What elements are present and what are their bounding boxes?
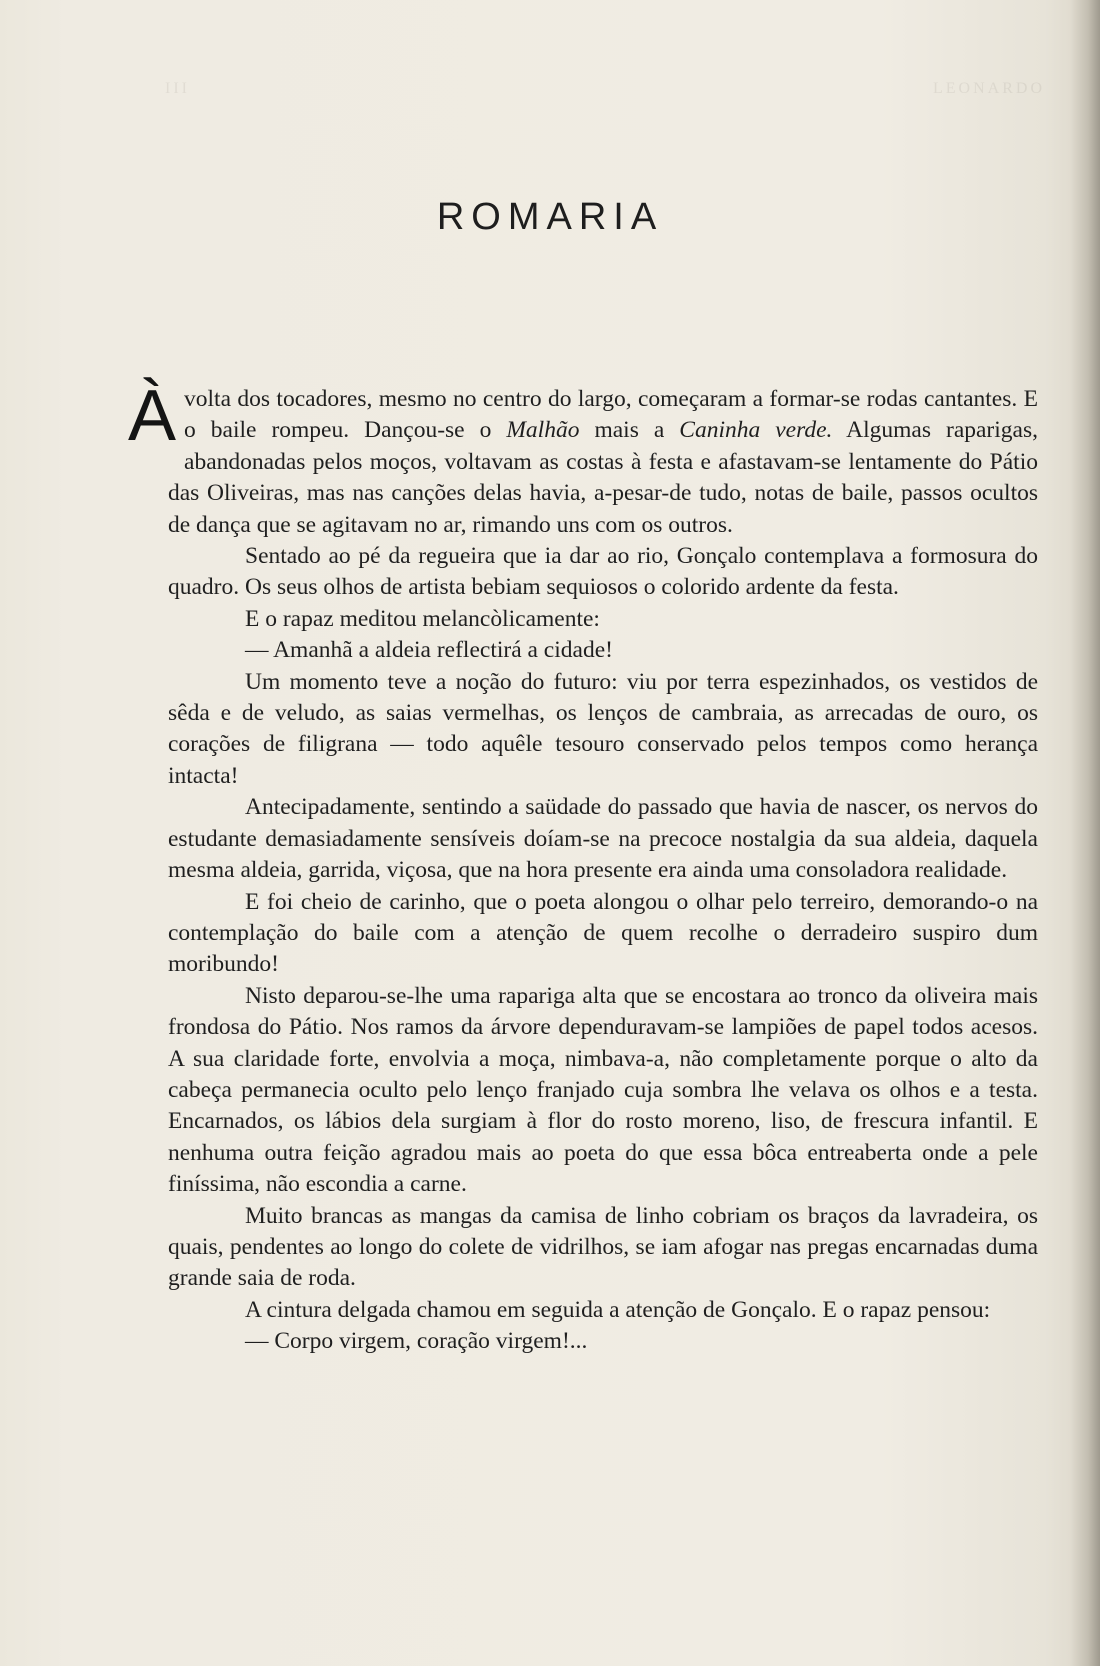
running-header [165,80,1045,98]
body-text [128,376,1038,1358]
paragraph: Sentado ao pé da regueira que ia dar ao rio, Gonçalo contemplava a formosura do quadro. Os seus olhos de artista bebiam sequiosos o colorido ardente da festa. [168,543,1038,601]
paragraph-text: mais a [579,417,680,444]
chapter-title: ROMARIA [436,196,664,238]
paragraph-text: volta dos tocadores, mesmo no centro do largo, começaram a formar-se rodas cantantes. E o baile rompeu. Dançou-se o [184,386,1038,444]
paragraph-text: Algumas raparigas, abandonadas pelos moços, voltavam as costas à festa e afastavam-se lentamente do Pátio das Oliveiras, mas nas canções delas havia, a-pesar-de tudo, notas de baile, passos ocultos de dança que se agitavam no ar, rimando uns com os outros. [168,417,1038,538]
dance-name: Malhão [506,417,580,444]
dialogue-line: — Amanhã a aldeia reflectirá a cidade! [245,637,613,664]
paragraph: Um momento teve a noção do futuro: viu por terra espezinhados, os vestidos de sêda e de veludo, as saias vermelhas, os lenços de cambraia, as arrecadas de ouro, os corações de filigrana — todo aquêle tesouro conservado pelos tempos como herança intacta! [168,668,1038,789]
running-header-left: III [165,80,190,97]
paragraph: A cintura delgada chamou em seguida a atenção de Gonçalo. E o rapaz pensou: [245,1296,991,1323]
drop-cap: À [128,376,177,456]
dialogue-line: — Corpo virgem, coração virgem!... [245,1328,588,1355]
page-gutter-shadow [1070,0,1100,1666]
paragraph [128,376,1038,541]
paragraph: Nisto deparou-se-lhe uma rapariga alta que se encostara ao tronco da oliveira mais frondosa do Pátio. Nos ramos da árvore dependuravam-se lampiões de papel todos acesos. A sua claridade forte, envolvia a moça, nimbava-a, não completamente porque o alto da cabeça permanecia oculto pelo lenço franjado cuja sombra lhe velava os olhos e a testa. Encarnados, os lábios dela surgiam à flor do rosto moreno, liso, de frescura infantil. E nenhuma outra feição agradou mais ao poeta do que essa bôca entreaberta onde a pele finíssima, não escondia a carne. [168,982,1038,1198]
dance-name: Caninha verde. [679,417,833,444]
paragraph: E o rapaz meditou melancòlicamente: [245,605,600,632]
paragraph: Muito brancas as mangas da camisa de linho cobriam os braços da lavradeira, os quais, pendentes ao longo do colete de vidrilhos, se iam afogar nas pregas encarnadas duma grande saia de roda. [168,1202,1038,1292]
running-header-right: LEONARDO [933,80,1045,97]
paragraph: Antecipadamente, sentindo a saüdade do passado que havia de nascer, os nervos do estudante demasiadamente sensíveis doíam-se na precoce nostalgia da sua aldeia, daquela mesma aldeia, garrida, viçosa, que na hora presente era ainda uma consoladora realidade. [168,794,1038,884]
paragraph: E foi cheio de carinho, que o poeta alongou o olhar pelo terreiro, demorando-o na contemplação do baile com a atenção de quem recolhe o derradeiro suspiro dum moribundo! [168,888,1038,978]
